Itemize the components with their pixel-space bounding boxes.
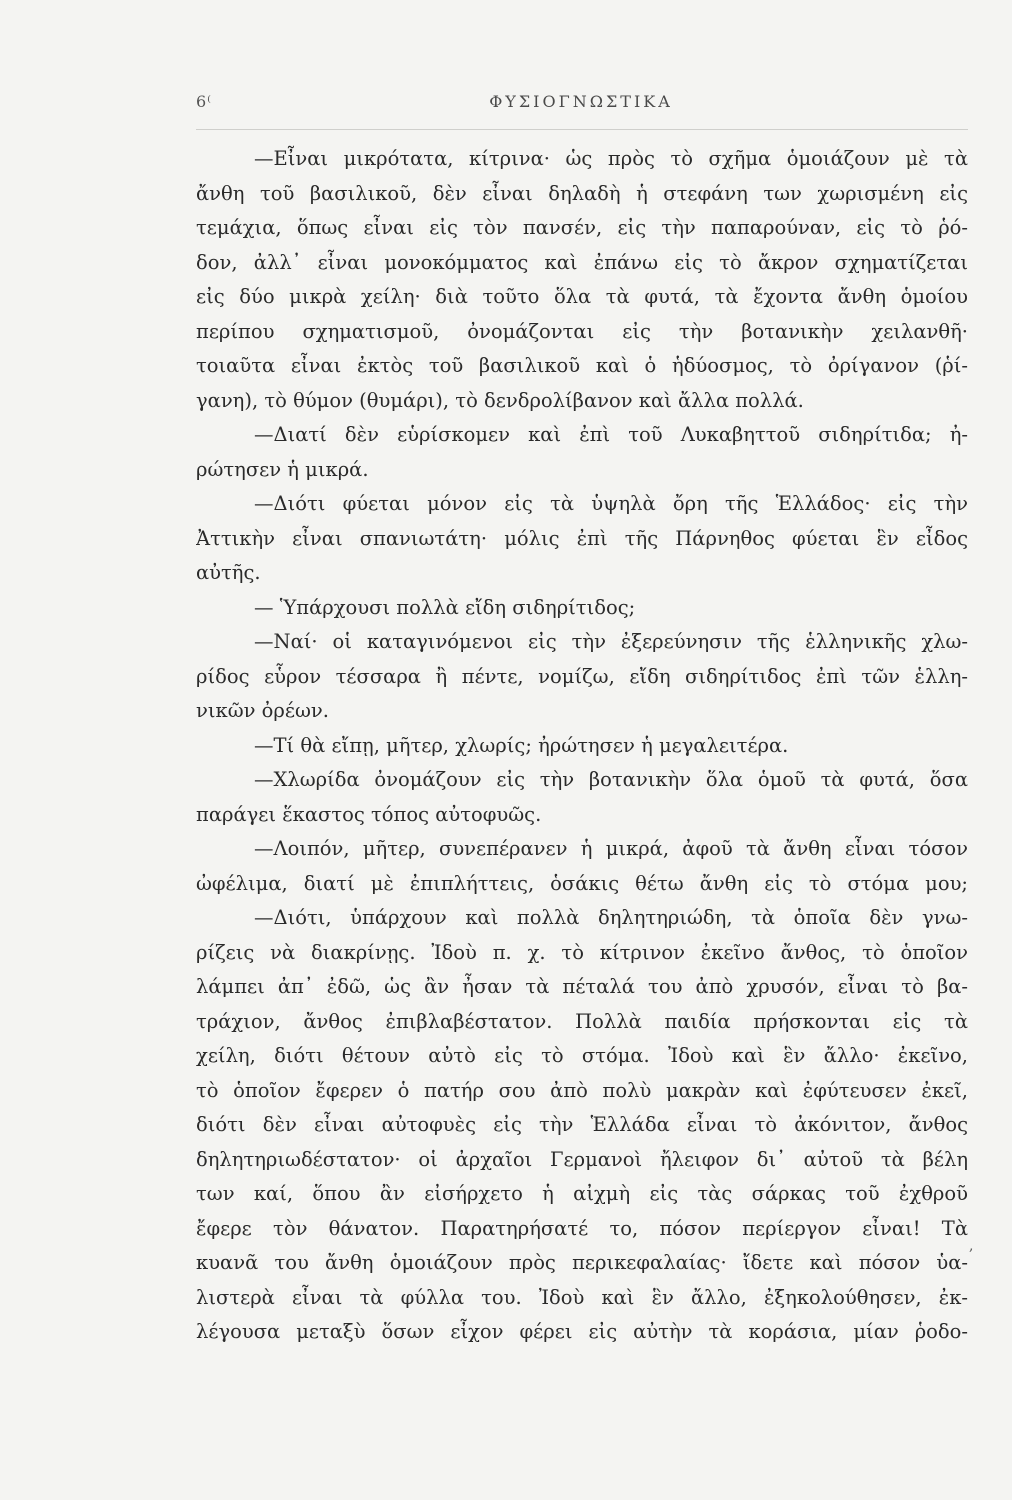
text-line: αὐτῆς. xyxy=(196,561,261,584)
text-line: κυανᾶ του ἄνθη ὁμοιάζουν πρὸς περικεφαλαίας· ἴδετε καὶ πόσον ὑα- xyxy=(196,1251,968,1274)
text-line: εἰς δύο μικρὰ χείλη· διὰ τοῦτο ὅλα τὰ φυτά, τὰ ἔχοντα ἄνθη ὁμοίου xyxy=(196,285,968,308)
text-line: ρώτησεν ἡ μικρά. xyxy=(196,457,369,481)
page-header xyxy=(196,92,966,116)
text-line: τὸ ὁποῖον ἔφερεν ὁ πατήρ σου ἀπὸ πολὺ μακρὰν καὶ ἐφύτευσεν ἐκεῖ, xyxy=(196,1078,968,1102)
body-text xyxy=(196,142,968,1350)
text-line: των καί, ὅπου ἂν εἰσήρχετο ἡ αἰχμὴ εἰς τὰς σάρκας τοῦ ἐχθροῦ xyxy=(196,1182,968,1205)
text-line: νικῶν ὀρέων. xyxy=(196,699,329,722)
text-line: διότι δὲν εἶναι αὐτοφυὲς εἰς τὴν Ἑλλάδα εἶναι τὸ ἀκόνιτον, ἄνθος xyxy=(196,1113,968,1136)
margin-mark: , xyxy=(969,1238,974,1254)
text-line: Ἀττικὴν εἶναι σπανιωτάτη· μόλις ἐπὶ τῆς Πάρνηθος φύεται ἓν εἶδος xyxy=(196,526,968,550)
text-line: —Διατί δὲν εὑρίσκομεν καὶ ἐπὶ τοῦ Λυκαβηττοῦ σιδηρίτιδα; ἠ- xyxy=(254,423,968,446)
text-line: λέγουσα μεταξὺ ὅσων εἶχον φέρει εἰς αὐτὴν τὰ κοράσια, μίαν ῥοδο- xyxy=(196,1320,968,1343)
text-line: παράγει ἕκαστος τόπος αὐτοφυῶς. xyxy=(196,802,542,826)
text-line: —Διότι φύεται μόνον εἰς τὰ ὑψηλὰ ὄρη τῆς Ἑλλάδος· εἰς τὴν xyxy=(254,492,968,515)
text-line: λάμπει ἀπ᾽ ἐδῶ, ὡς ἂν ἦσαν τὰ πέταλά του ἀπὸ χρυσόν, εἶναι τὸ βα- xyxy=(196,975,968,998)
text-line: —Τί θὰ εἴπῃ, μῆτερ, χλωρίς; ἠρώτησεν ἡ μεγαλειτέρα. xyxy=(254,733,789,757)
text-line: λιστερὰ εἶναι τὰ φύλλα του. Ἰδοὺ καὶ ἓν ἄλλο, ἐξηκολούθησεν, ἐκ- xyxy=(196,1285,968,1309)
text-line: —Διότι, ὑπάρχουν καὶ πολλὰ δηλητηριώδη, τὰ ὁποῖα δὲν γνω- xyxy=(254,906,968,929)
text-line: τεμάχια, ὅπως εἶναι εἰς τὸν πανσέν, εἰς τὴν παπαρούναν, εἰς τὸ ῥό- xyxy=(196,216,968,239)
text-line: —Χλωρίδα ὀνομάζουν εἰς τὴν βοτανικὴν ὅλα ὁμοῦ τὰ φυτά, ὅσα xyxy=(254,768,968,791)
text-line: ἄνθη τοῦ βασιλικοῦ, δὲν εἶναι δηλαδὴ ἡ στεφάνη των χωρισμένη εἰς xyxy=(196,181,968,205)
text-line: — Ὑπάρχουσι πολλὰ εἴδη σιδηρίτιδος; xyxy=(254,595,636,619)
text-line: —Εἶναι μικρότατα, κίτρινα· ὡς πρὸς τὸ σχῆμα ὁμοιάζουν μὲ τὰ xyxy=(254,147,968,170)
text-line: ὠφέλιμα, διατί μὲ ἐπιπλήττεις, ὁσάκις θέτω ἄνθη εἰς τὸ στόμα μου; xyxy=(196,871,968,895)
text-line: —Ναί· οἱ καταγινόμενοι εἰς τὴν ἐξερεύνησιν τῆς ἑλληνικῆς χλω- xyxy=(254,630,968,653)
page-number: 6⁽ xyxy=(196,92,213,111)
text-line: γανη), τὸ θύμον (θυμάρι), τὸ δενδρολίβανον καὶ ἄλλα πολλά. xyxy=(196,388,804,412)
header-rule xyxy=(196,129,968,130)
text-line: δον, ἀλλ᾽ εἶναι μονοκόμματος καὶ ἐπάνω εἰς τὸ ἄκρον σχηματίζεται xyxy=(196,250,968,274)
text-line: δηλητηριωδέστατον· οἱ ἀρχαῖοι Γερμανοὶ ἤλειφον δι᾽ αὐτοῦ τὰ βέλη xyxy=(196,1147,968,1171)
text-line: —Λοιπόν, μῆτερ, συνεπέρανεν ἡ μικρά, ἀφοῦ τὰ ἄνθη εἶναι τόσον xyxy=(254,837,968,860)
text-line: ρίδος εὗρον τέσσαρα ἢ πέντε, νομίζω, εἴδη σιδηρίτιδος ἐπὶ τῶν ἑλλη- xyxy=(196,664,968,688)
text-line: τοιαῦτα εἶναι ἐκτὸς τοῦ βασιλικοῦ καὶ ὁ ἡδύοσμος, τὸ ὀρίγανον (ῥί- xyxy=(196,354,968,377)
running-title: ΦΥΣΙΟΓΝΩΣΤΙΚΑ xyxy=(489,92,673,111)
text-line: τράχιον, ἄνθος ἐπιβλαβέστατον. Πολλὰ παιδία πρήσκονται εἰς τὰ xyxy=(196,1009,968,1033)
text-line: ἔφερε τὸν θάνατον. Παρατηρήσατέ το, πόσον περίεργον εἶναι! Τὰ xyxy=(196,1216,968,1240)
text-line: περίπου σχηματισμοῦ, ὀνομάζονται εἰς τὴν βοτανικὴν χειλανθῆ· xyxy=(196,319,968,343)
text-line: ρίζεις νὰ διακρίνῃς. Ἰδοὺ π. χ. τὸ κίτρινον ἐκεῖνο ἄνθος, τὸ ὁποῖον xyxy=(196,940,968,964)
text-line: χείλη, διότι θέτουν αὐτὸ εἰς τὸ στόμα. Ἰδοὺ καὶ ἓν ἄλλο· ἐκεῖνο, xyxy=(196,1044,968,1067)
